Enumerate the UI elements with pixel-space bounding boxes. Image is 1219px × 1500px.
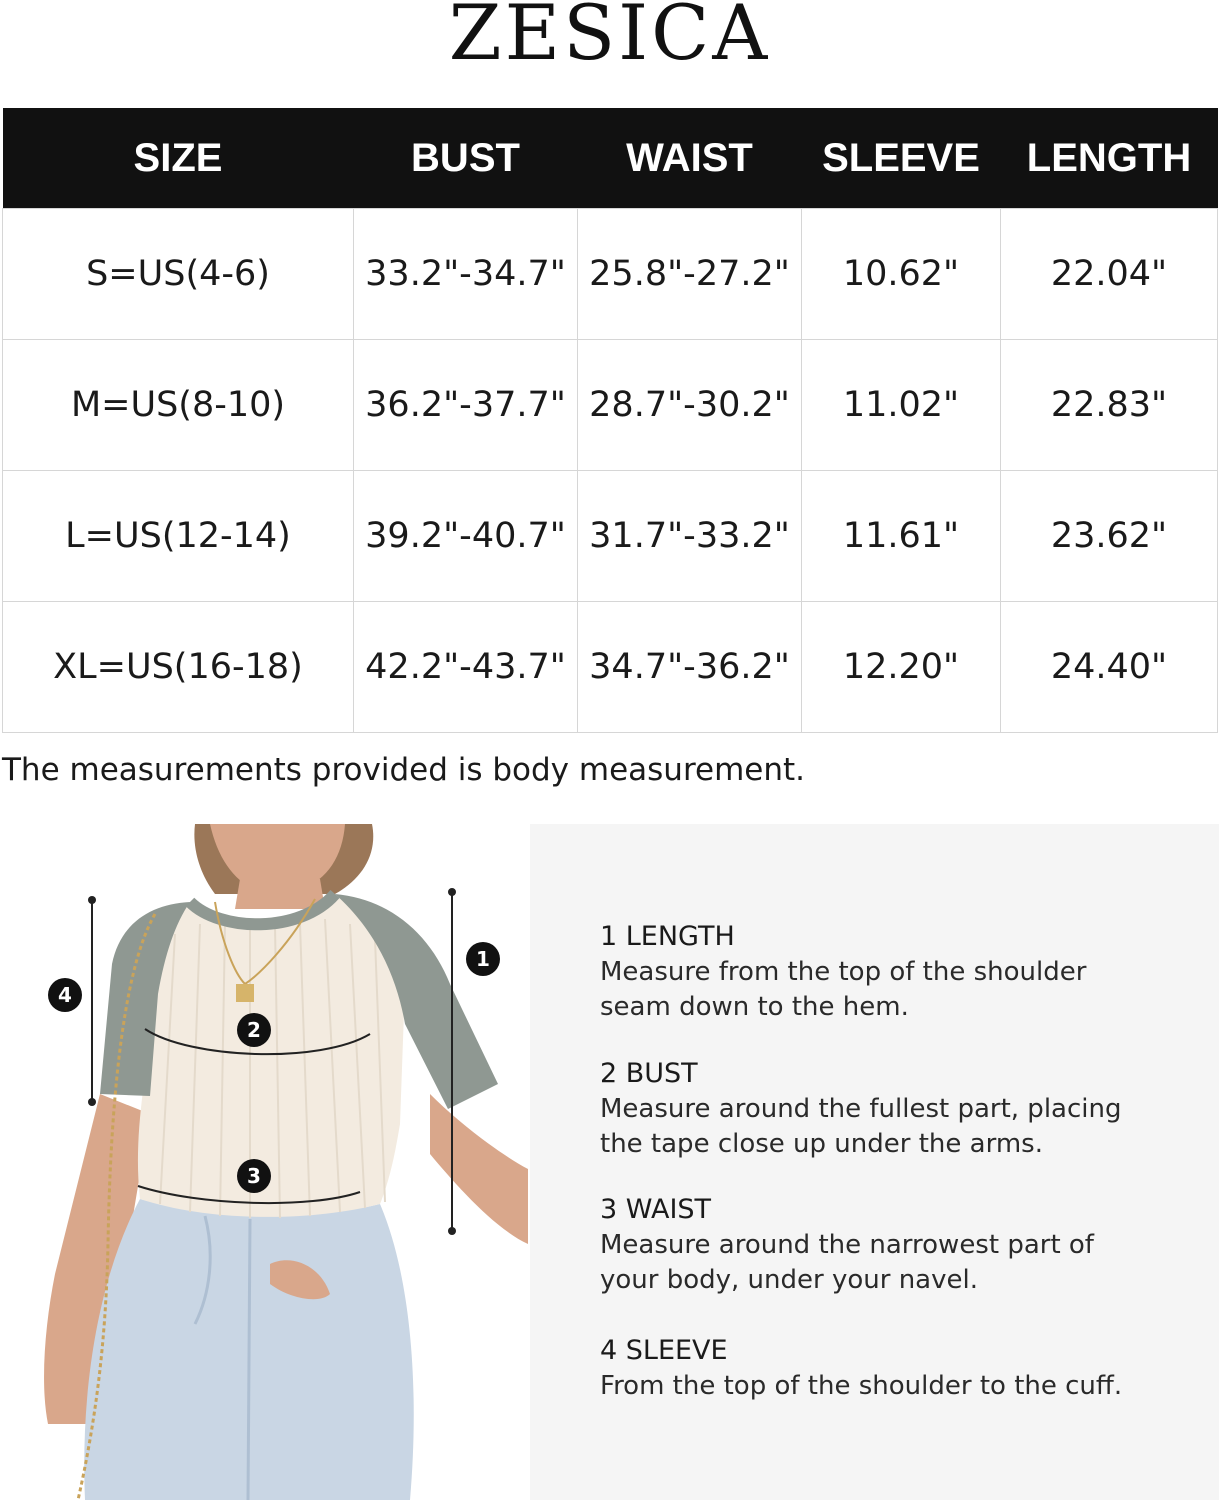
cell-bust: 39.2"-40.7" — [354, 471, 578, 602]
guide-title: 3 WAIST — [600, 1194, 712, 1225]
measurement-note: The measurements provided is body measurement. — [2, 752, 806, 788]
header-length: LENGTH — [1001, 108, 1218, 209]
marker-waist-badge: 3 — [237, 1159, 271, 1193]
guide-item-waist — [600, 1192, 1190, 1298]
cell-size: L=US(12-14) — [3, 471, 354, 602]
guide-text: Measure around the fullest part, placing the tape close up under the arms. — [600, 1094, 1122, 1159]
brand-logo: ZESICA — [448, 0, 771, 77]
guide-title: 1 LENGTH — [600, 921, 735, 952]
cell-waist: 25.8"-27.2" — [578, 209, 802, 340]
guide-text: Measure from the top of the shoulder seam down to the hem. — [600, 957, 1087, 1022]
cell-waist: 28.7"-30.2" — [578, 340, 802, 471]
guide-item-length — [600, 919, 1190, 1025]
cell-bust: 33.2"-34.7" — [354, 209, 578, 340]
cell-size: XL=US(16-18) — [3, 602, 354, 733]
guide-item-bust — [600, 1056, 1190, 1162]
cell-sleeve: 10.62" — [802, 209, 1001, 340]
measure-guide-panel — [530, 824, 1219, 1500]
table-header-row — [3, 108, 1218, 209]
cell-size: S=US(4-6) — [3, 209, 354, 340]
cell-length: 22.83" — [1001, 340, 1218, 471]
cell-bust: 42.2"-43.7" — [354, 602, 578, 733]
table-row — [3, 471, 1218, 602]
cell-size: M=US(8-10) — [3, 340, 354, 471]
guide-title: 2 BUST — [600, 1058, 698, 1089]
marker-bust-badge: 2 — [237, 1013, 271, 1047]
header-bust: BUST — [354, 108, 578, 209]
table-row — [3, 340, 1218, 471]
cell-length: 23.62" — [1001, 471, 1218, 602]
cell-sleeve: 12.20" — [802, 602, 1001, 733]
marker-length-badge: 1 — [466, 942, 500, 976]
table-row — [3, 602, 1218, 733]
guide-item-sleeve — [600, 1333, 1190, 1404]
model-illustration — [0, 824, 530, 1500]
model-photo — [0, 824, 530, 1500]
guide-text: From the top of the shoulder to the cuff. — [600, 1371, 1123, 1401]
table-row — [3, 209, 1218, 340]
guide-text: Measure around the narrowest part of your body, under your navel. — [600, 1230, 1094, 1295]
cell-sleeve: 11.61" — [802, 471, 1001, 602]
header-sleeve: SLEEVE — [802, 108, 1001, 209]
guide-title: 4 SLEEVE — [600, 1335, 728, 1366]
cell-waist: 31.7"-33.2" — [578, 471, 802, 602]
cell-sleeve: 11.02" — [802, 340, 1001, 471]
marker-sleeve-badge: 4 — [48, 978, 82, 1012]
cell-length: 22.04" — [1001, 209, 1218, 340]
header-waist: WAIST — [578, 108, 802, 209]
size-chart-table — [2, 108, 1218, 733]
header-size: SIZE — [3, 108, 354, 209]
cell-bust: 36.2"-37.7" — [354, 340, 578, 471]
cell-waist: 34.7"-36.2" — [578, 602, 802, 733]
cell-length: 24.40" — [1001, 602, 1218, 733]
